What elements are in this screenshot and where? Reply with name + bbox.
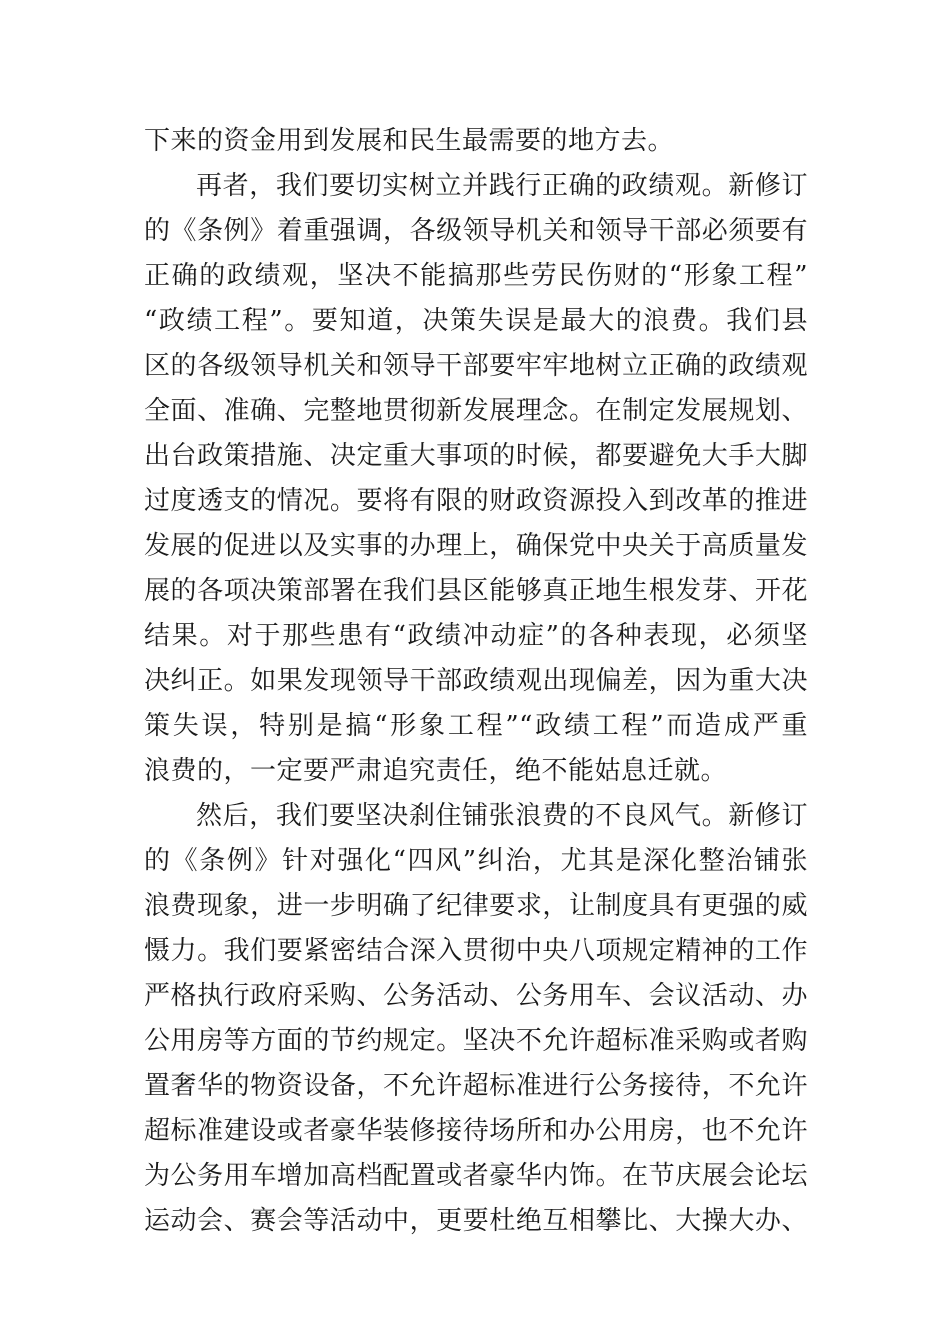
text-line: 展的各项决策部署在我们县区能够真正地生根发芽、开花	[144, 576, 808, 606]
text-line: 正确的政绩观，坚决不能搞那些劳民伤财的“形象工程”	[144, 261, 808, 291]
text-line: 下来的资金用到发展和民生最需要的地方去。	[144, 126, 675, 156]
text-line: “政绩工程”。要知道，决策失误是最大的浪费。我们县	[144, 306, 808, 336]
text-line: 出台政策措施、决定重大事项的时候，都要避免大手大脚	[144, 441, 808, 471]
text-line: 慑力。我们要紧密结合深入贯彻中央八项规定精神的工作	[144, 936, 808, 966]
text-line: 结果。对于那些患有“政绩冲动症”的各种表现，必须坚	[144, 621, 808, 651]
text-line: 策失误，特别是搞“形象工程”“政绩工程”而造成严重	[144, 711, 808, 741]
text-line: 公用房等方面的节约规定。坚决不允许超标准采购或者购	[144, 1026, 808, 1056]
text-line: 区的各级领导机关和领导干部要牢牢地树立正确的政绩观	[144, 351, 808, 381]
paragraph-1	[144, 119, 808, 164]
document-body	[144, 119, 808, 1244]
paragraph-3	[144, 794, 808, 1244]
text-line: 过度透支的情况。要将有限的财政资源投入到改革的推进	[144, 486, 808, 516]
text-line: 的《条例》着重强调，各级领导机关和领导干部必须要有	[144, 216, 808, 246]
text-line: 发展的促进以及实事的办理上，确保党中央关于高质量发	[144, 531, 808, 561]
text-line: 全面、准确、完整地贯彻新发展理念。在制定发展规划、	[144, 396, 808, 426]
paragraph-2	[144, 164, 808, 794]
text-line: 严格执行政府采购、公务活动、公务用车、会议活动、办	[144, 981, 808, 1011]
text-line: 然后，我们要坚决刹住铺张浪费的不良风气。新修订	[196, 801, 808, 831]
text-line: 决纠正。如果发现领导干部政绩观出现偏差，因为重大决	[144, 666, 808, 696]
text-line: 浪费的，一定要严肃追究责任，绝不能姑息迁就。	[144, 756, 728, 786]
text-line: 为公务用车增加高档配置或者豪华内饰。在节庆展会论坛	[144, 1161, 808, 1191]
text-line: 置奢华的物资设备，不允许超标准进行公务接待，不允许	[144, 1071, 808, 1101]
text-line: 超标准建设或者豪华装修接待场所和办公用房，也不允许	[144, 1116, 808, 1146]
text-line: 再者，我们要切实树立并践行正确的政绩观。新修订	[196, 171, 808, 201]
text-line: 运动会、赛会等活动中，更要杜绝互相攀比、大操大办、	[144, 1206, 808, 1236]
text-line: 的《条例》针对强化“四风”纠治，尤其是深化整治铺张	[144, 846, 808, 876]
text-line: 浪费现象，进一步明确了纪律要求，让制度具有更强的威	[144, 891, 808, 921]
